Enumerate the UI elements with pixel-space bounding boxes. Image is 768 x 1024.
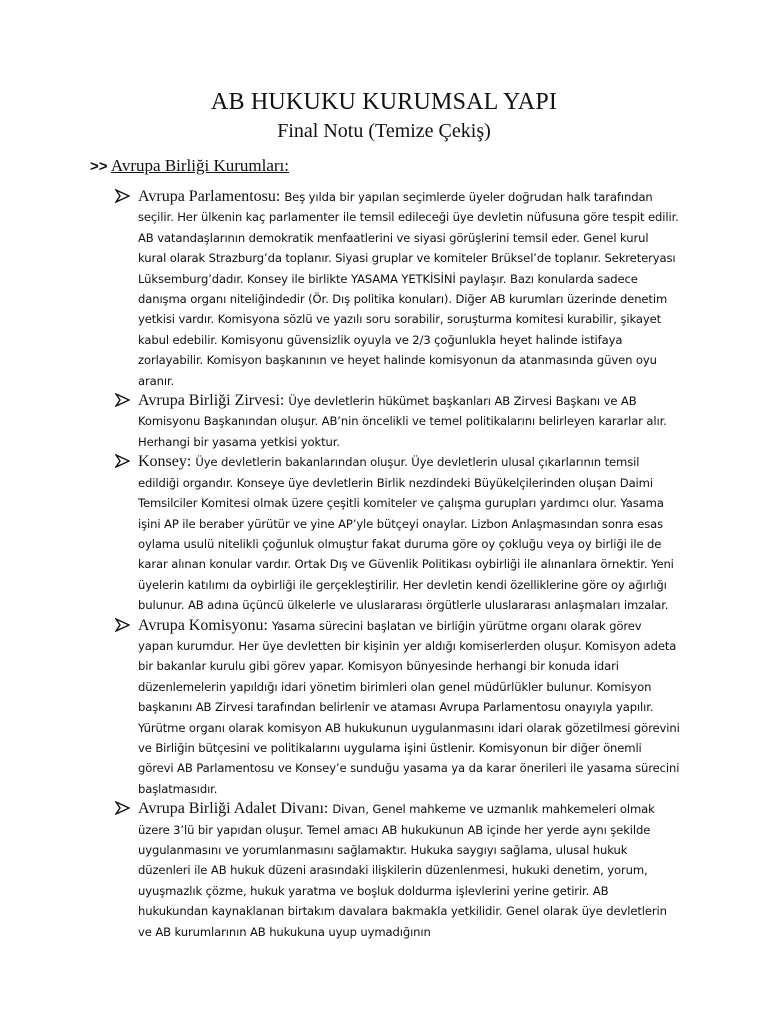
item-title: Avrupa Parlamentosu: [138, 188, 281, 205]
arrow-bullet-icon [115, 393, 130, 407]
arrow-bullet-icon [115, 618, 130, 632]
institution-list [115, 187, 680, 942]
document-subtitle: Final Notu (Temize Çekiş) [277, 120, 491, 142]
section-marker: >> [90, 158, 108, 175]
item-body: Yasama sürecini başlatan ve birliğin yürütme organı olarak görev yapan kurumdur. Her üye devletten bir kişinin yer aldığı komiserlerden oluşur. Komisyon adeta bir bakanlar kurulu gibi görev yapar. Komisyon bünyesinde herhangi bir konuda idari düzenlemelerin yapıldığı idari yönetim birimleri olan genel müdürlükler bulunur. Komisyon başkanını AB Zirvesi tarafından belirlenir ve ataması Avrupa Parlamentosu onayıyla yapılır. Yürütme organı olarak komisyon AB hukukunun uygulanmasını idari olarak gözetilmesi görevini ve Birliğin bütçesini ve politikalarını uygulama işini üstlenir. Komisyonun bir diğer önemli görevi AB Parlamentosu ve Konsey’e sunduğu yasama ya da karar önerileri ile yasama sürecini başlatmasıdır. [138, 618, 680, 796]
list-item-court-of-justice [115, 799, 680, 942]
section-heading-text: Avrupa Birliği Kurumları: [110, 156, 289, 175]
list-item-commission [115, 616, 680, 800]
item-title: Avrupa Birliği Adalet Divanı: [138, 800, 329, 818]
item-title: Avrupa Birliği Zirvesi: [138, 392, 285, 410]
arrow-bullet-icon [115, 454, 130, 468]
item-body: Divan, Genel mahkeme ve uzmanlık mahkemeleri olmak üzere 3’lü bir yapıdan oluşur. Temel amacı AB hukukunun AB içinde her yerde aynı şekilde uygulanmasını ve yorumlanmasını sağlamaktır. Hukuka saygıyı sağlama, ulusal hukuk düzenleri ile AB hukuk düzeni arasındaki ilişkilerin düzenlenmesi, hukuki denetim, yorum, uyuşmazlık çözme, hukuk yaratma ve boşluk doldurma işlevlerini yerine getirir. AB hukukundan kaynaklanan birtakım davalara bakmakla yetkilidir. Genel olarak üye devletlerin ve AB kurumlarının AB hukukuna uyup uymadığının [138, 802, 667, 939]
list-item-council [115, 452, 680, 615]
item-title: Avrupa Komisyonu: [138, 616, 268, 634]
list-item-parliament [115, 187, 680, 391]
list-item-summit [115, 391, 680, 452]
item-body: Beş yılda bir yapılan seçimlerde üyeler doğrudan halk tarafından seçilir. Her ülkenin kaç parlamenter ile temsil edileceği üye devletin nüfusuna göre tespit edilir. AB vatandaşlarının demokratik menfaatlerini ve siyasi görüşlerini temsil eder. Genel kurul kural olarak Strazburg’da toplanır. Siyasi gruplar ve komiteler Brüksel’de toplanır. Sekreteryası Lüksemburg’dadır. Konsey ile birlikte YASAMA YETKİSİNİ paylaşır. Bazı konularda sadece danışma organı niteliğindedir (Ör. Dış politika konuları). Diğer AB kurumları üzerinde denetim yetkisi vardır. Komisyona sözlü ve yazılı soru sorabilir, soruşturma komitesi kurabilir, şikayet kabul edebilir. Komisyonu güvensizlik oyuyla ve 2/3 çoğunlukla heyet halinde istifaya zorlayabilir. Komisyon başkanının ve heyet halinde komisyonun da atanmasında güven oyu aranır. [138, 190, 679, 388]
arrow-bullet-icon [115, 801, 130, 815]
item-title: Konsey: [138, 453, 192, 471]
document-title: AB HUKUKU KURUMSAL YAPI [210, 89, 558, 115]
arrow-bullet-icon [115, 189, 130, 203]
item-body: Üye devletlerin bakanlarından oluşur. Üye devletlerin ulusal çıkarlarının temsil edildiği organdır. Konseye üye devletlerin Birlik nezdindeki Büyükelçilerinden oluşan Daimi Temsilciler Komitesi olmak üzere çeşitli komiteler ve çalışma gurupları yardımcı olur. Yasama işini AP ile beraber yürütür ve yine AP’yle bütçeyi onaylar. Lizbon Anlaşmasından sonra esas oylama usulü nitelikli çoğunluk olmuştur fakat duruma göre oy çokluğu veya oy birliği ile de karar alınan konular vardır. Ortak Dış ve Güvenlik Politikası oybirliği ile alınanlara örnektir. Yeni üyelerin katılımı da oybirliği ile gerçekleştirilir. Her devletin kendi özelliklerine göre oy ağırlığı bulunur. AB adına üçüncü ülkelerle ve uluslararası örgütlerle uluslararası anlaşmaları imzalar. [138, 455, 674, 613]
item-body: Üye devletlerin hükümet başkanları AB Zirvesi Başkanı ve AB Komisyonu Başkanından oluşur. AB’nin öncelikli ve temel politikalarını belirleyen kararlar alır. Herhangi bir yasama yetkisi yoktur. [138, 394, 667, 449]
section-heading [90, 156, 690, 177]
